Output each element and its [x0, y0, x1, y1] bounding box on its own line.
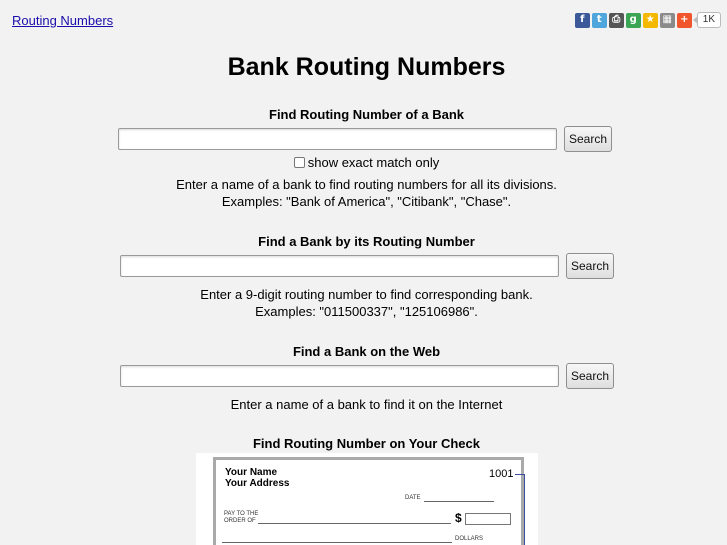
check-your-address: Your Address	[225, 478, 290, 489]
check-number: 1001	[489, 468, 514, 480]
check-date-line	[424, 501, 494, 502]
bank-name-search-button[interactable]: Search	[564, 126, 612, 152]
check-amount-words-line	[222, 542, 452, 543]
page-title: Bank Routing Numbers	[227, 53, 506, 81]
exact-match-label[interactable]: show exact match only	[307, 155, 440, 170]
check-amount-box	[465, 513, 511, 525]
routing-number-search-input[interactable]	[120, 255, 559, 277]
find-on-web-help: Enter a name of a bank to find it on the Internet	[230, 397, 503, 412]
routing-numbers-home-link[interactable]: Routing Numbers	[12, 13, 114, 28]
bank-name-search-input[interactable]	[118, 128, 557, 150]
more-share-icon[interactable]: ▦	[660, 13, 675, 28]
web-search-input[interactable]	[120, 365, 559, 387]
share-toolbar	[575, 12, 721, 28]
facebook-icon[interactable]: f	[575, 13, 590, 28]
check-name-block	[225, 467, 289, 489]
check-dollar-sign: $	[455, 511, 462, 525]
check-pay-to-line2: ORDER OF	[224, 518, 256, 524]
addthis-plus-icon[interactable]: +	[677, 13, 692, 28]
find-by-number-help-2: Examples: "011500337", "125106986".	[255, 304, 478, 319]
check-section-title: Find Routing Number on Your Check	[252, 436, 481, 451]
find-by-number-help-1: Enter a 9-digit routing number to find corresponding bank.	[200, 287, 533, 302]
favorites-star-icon[interactable]: ★	[643, 13, 658, 28]
check-dollars-label: DOLLARS	[455, 536, 484, 542]
check-number-pointer-line	[524, 474, 525, 545]
find-on-web-title: Find a Bank on the Web	[292, 344, 441, 359]
find-by-name-help-1: Enter a name of a bank to find routing numbers for all its divisions.	[176, 177, 557, 192]
check-pay-to-line1: PAY TO THE	[224, 511, 259, 517]
check-payee-line	[258, 523, 451, 524]
twitter-icon[interactable]: t	[592, 13, 607, 28]
sample-check-image	[196, 453, 538, 545]
check-pay-to-label	[224, 511, 258, 525]
exact-match-checkbox[interactable]	[294, 157, 305, 168]
google-bookmark-icon[interactable]: g	[626, 13, 641, 28]
check-your-name: Your Name	[225, 467, 278, 478]
find-by-name-title: Find Routing Number of a Bank	[269, 107, 464, 122]
exact-match-row	[0, 155, 727, 170]
check-date-label: DATE	[405, 495, 421, 501]
print-icon[interactable]: ⎙	[609, 13, 624, 28]
web-search-button[interactable]: Search	[566, 363, 614, 389]
routing-number-search-button[interactable]: Search	[566, 253, 614, 279]
check-outline	[213, 457, 524, 545]
find-by-name-help-2: Examples: "Bank of America", "Citibank", "Chase".	[221, 194, 512, 209]
find-by-number-title: Find a Bank by its Routing Number	[258, 234, 475, 249]
share-count-badge[interactable]: 1K	[697, 12, 721, 28]
